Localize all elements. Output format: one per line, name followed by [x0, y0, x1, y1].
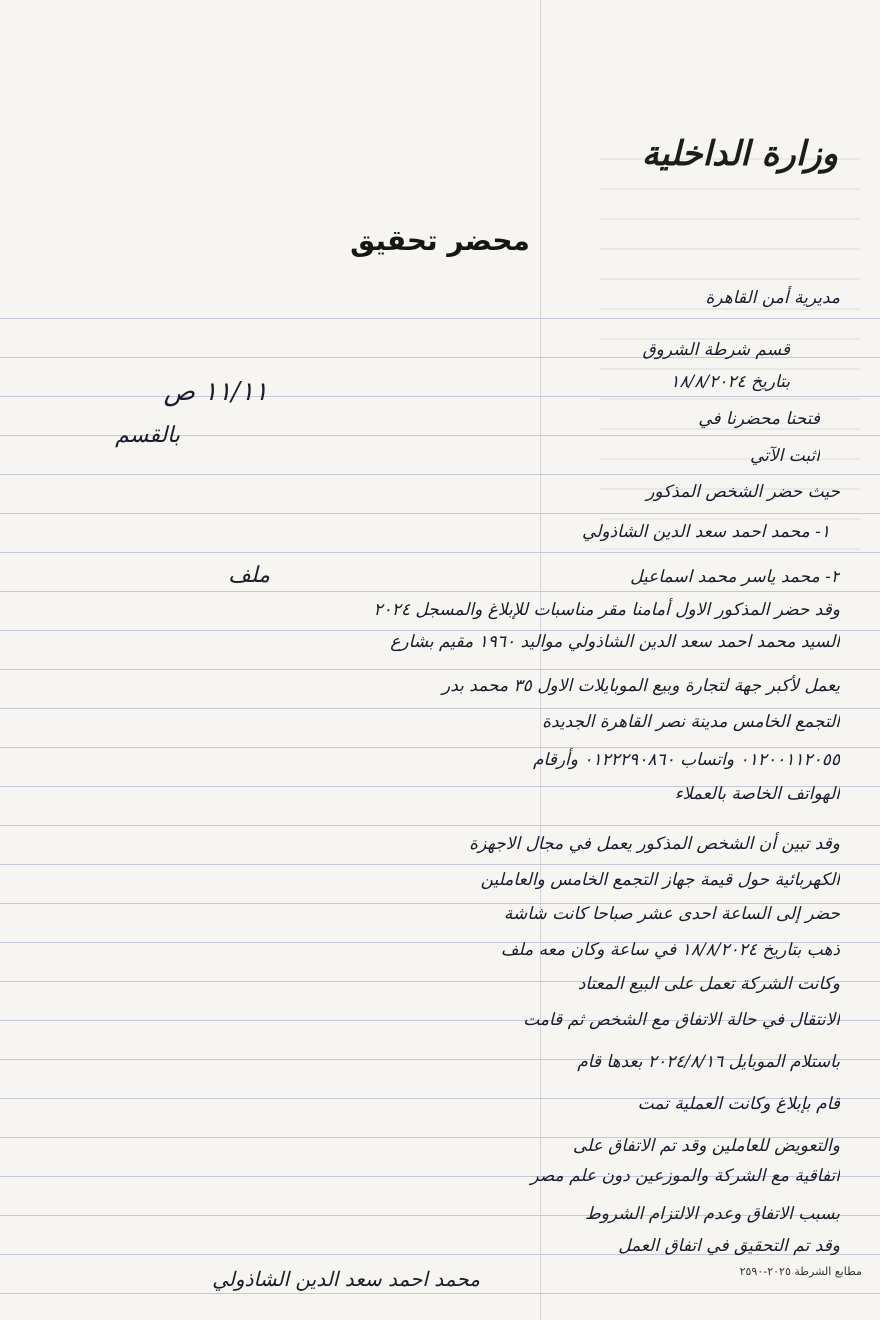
body-line: الكهربائية حول قيمة جهاز التجمع الخامس والعاملين: [480, 870, 840, 890]
ruled-line: [0, 318, 880, 319]
annotation-time: ١١/١١ ص: [163, 377, 268, 407]
ruled-line: [0, 513, 880, 514]
body-line: وقد تبين أن الشخص المذكور يعمل في مجال الاجهزة: [469, 834, 840, 854]
body-line: اتفاقية مع الشركة والموزعين دون علم مصر: [530, 1166, 840, 1186]
body-line: ٢- محمد ياسر محمد اسماعيل: [630, 567, 840, 587]
form-title: محضر تحقيق: [350, 224, 530, 257]
signature: محمد احمد سعد الدين الشاذولي: [212, 1267, 480, 1291]
body-line: بتاريخ ١٨/٨/٢٠٢٤: [670, 372, 790, 392]
body-line: ذهب بتاريخ ١٨/٨/٢٠٢٤ في ساعة وكان معه ملف: [500, 940, 840, 960]
body-line: بسبب الاتفاق وعدم الالتزام الشروط: [585, 1204, 840, 1224]
body-line: وقد تم التحقيق في اتفاق العمل: [618, 1236, 840, 1256]
body-line: قسم شرطة الشروق: [642, 340, 790, 360]
body-line: والتعويض للعاملين وقد تم الاتفاق على: [572, 1136, 840, 1156]
body-line: وكانت الشركة تعمل على البيع المعتاد: [577, 974, 840, 994]
ruled-line: [0, 825, 880, 826]
ruled-line: [0, 474, 880, 475]
annotation-side: ملف: [228, 563, 270, 588]
footer-print-mark: مطابع الشرطة ٢٠٢٥-٢٥٩٠: [739, 1265, 862, 1278]
body-line: حضر إلى الساعة احدى عشر صباحا كانت شاشة: [503, 904, 840, 924]
body-line: باستلام الموبايل ٢٠٢٤/٨/١٦ بعدها قام: [577, 1052, 840, 1072]
body-line: ٠١٢٠٠١١٢٠٥٥ واتساب ٠١٢٢٢٩٠٨٦٠ وأرقام: [533, 750, 840, 770]
body-line: الانتقال في حالة الاتفاق مع الشخص ثم قامت: [523, 1010, 840, 1030]
body-line: حيث حضر الشخص المذكور: [646, 482, 840, 502]
ruled-line: [0, 552, 880, 553]
ministry-logo: وزارة الداخلية: [641, 134, 838, 174]
body-line: قام بإبلاغ وكانت العملية تمت: [637, 1094, 840, 1114]
body-line: ١- محمد احمد سعد الدين الشاذولي: [582, 522, 830, 542]
ruled-line: [0, 864, 880, 865]
ruled-line: [0, 669, 880, 670]
body-line: اثبت الآتي: [749, 446, 820, 466]
body-line: السيد محمد احمد سعد الدين الشاذولي مواليد ١٩٦٠ مقيم بشارع: [390, 632, 840, 652]
annotation-note: بالقسم: [115, 423, 180, 448]
body-line: يعمل لأكبر جهة لتجارة وبيع الموبايلات الاول ٣٥ محمد بدر: [442, 676, 840, 696]
body-line: الهواتف الخاصة بالعملاء: [674, 784, 840, 804]
ruled-line: [0, 591, 880, 592]
body-line: فتحنا محضرنا في: [698, 409, 820, 429]
body-line: وقد حضر المذكور الاول أمامنا مقر مناسبات للإبلاغ والمسجل ٢٠٢٤: [373, 600, 840, 620]
body-line: مديرية أمن القاهرة: [705, 288, 840, 308]
margin-line: [540, 0, 541, 1320]
body-line: التجمع الخامس مدينة نصر القاهرة الجديدة: [542, 712, 840, 732]
